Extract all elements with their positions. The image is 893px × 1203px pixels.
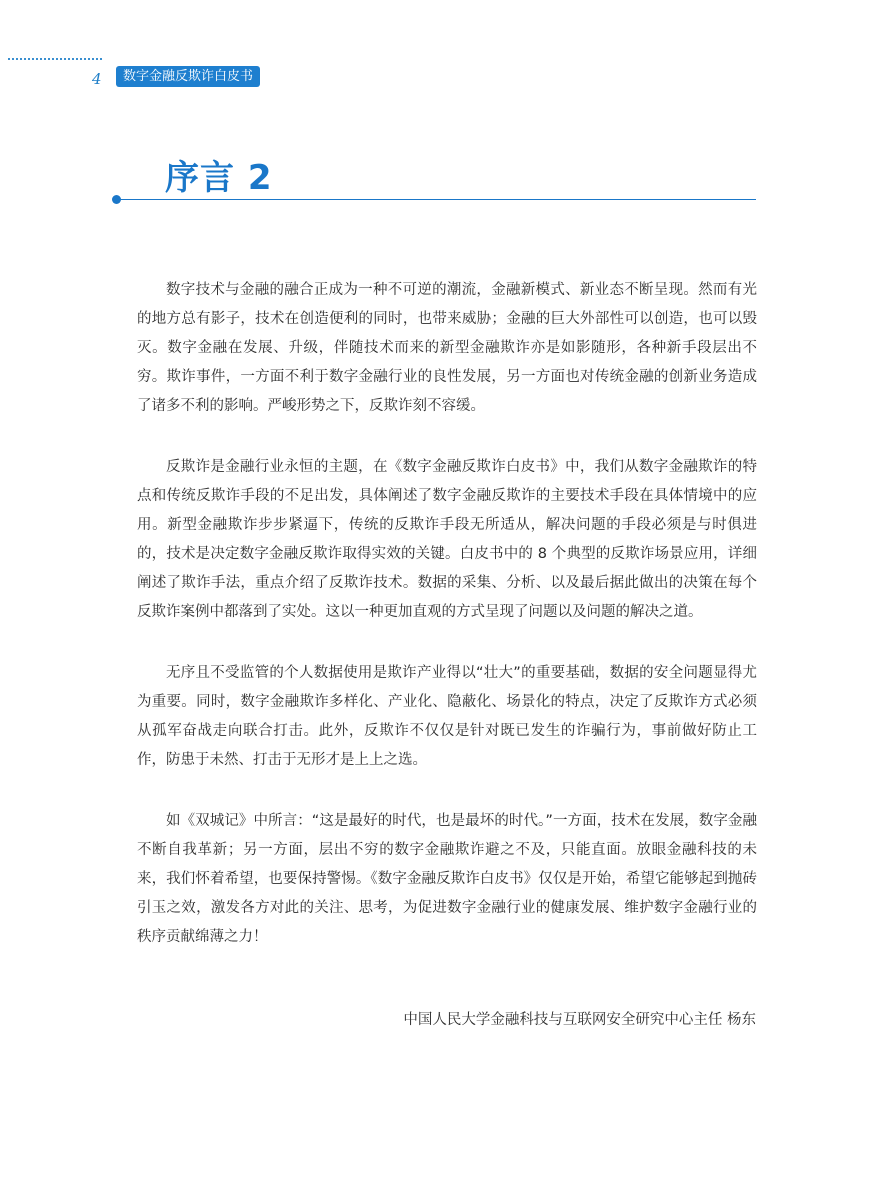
title-rule: [118, 199, 756, 200]
book-title-badge: 数字金融反欺诈白皮书: [116, 66, 260, 87]
paragraph-4: 如《双城记》中所言：“这是最好的时代，也是最坏的时代。”一方面，技术在发展，数字金融不断自我革新；另一方面，层出不穷的数字金融欺诈避之不及，只能直面。放眼金融科技的未来，我们怀着希望，也要保持警惕。《数字金融反欺诈白皮书》仅仅是开始，希望它能够起到抛砖引玉之效，激发各方对此的关注、思考，为促进数字金融行业的健康发展、维护数字金融行业的秩序贡献绵薄之力！: [137, 813, 757, 945]
paragraph-3: 无序且不受监管的个人数据使用是欺诈产业得以“壮大”的重要基础，数据的安全问题显得尤为重要。同时，数字金融欺诈多样化、产业化、隐蔽化、场景化的特点，决定了反欺诈方式必须从孤军奋战走向联合打击。此外，反欺诈不仅仅是针对既已发生的诈骗行为，事前做好防止工作，防患于未然、打击于无形才是上上之选。: [137, 665, 757, 768]
header-dotted-rule: [8, 58, 102, 60]
paragraph-1: 数字技术与金融的融合正成为一种不可逆的潮流，金融新模式、新业态不断呈现。然而有光的地方总有影子，技术在创造便利的同时，也带来威胁；金融的巨大外部性可以创造，也可以毁灭。数字金融在发展、升级，伴随技术而来的新型金融欺诈亦是如影随形，各种新手段层出不穷。欺诈事件，一方面不利于数字金融行业的良性发展，另一方面也对传统金融的创新业务造成了诸多不利的影响。严峻形势之下，反欺诈刻不容缓。: [137, 282, 757, 414]
page-number: 4: [92, 70, 102, 88]
section-title: 序言 2: [165, 158, 273, 198]
preface-body: [137, 276, 757, 984]
paragraph-2: 反欺诈是金融行业永恒的主题，在《数字金融反欺诈白皮书》中，我们从数字金融欺诈的特点和传统反欺诈手段的不足出发，具体阐述了数字金融反欺诈的主要技术手段在具体情境中的应用。新型金融欺诈步步紧逼下，传统的反欺诈手段无所适从，解决问题的手段必须是与时俱进的，技术是决定数字金融反欺诈取得实效的关键。白皮书中的 8 个典型的反欺诈场景应用，详细阐述了欺诈手法，重点介绍了反欺诈技术。数据的采集、分析、以及最后据此做出的决策在每个反欺诈案例中都落到了实处。这以一种更加直观的方式呈现了问题以及问题的解决之道。: [137, 459, 757, 620]
author-signature: 中国人民大学金融科技与互联网安全研究中心主任 杨东: [403, 1012, 756, 1028]
